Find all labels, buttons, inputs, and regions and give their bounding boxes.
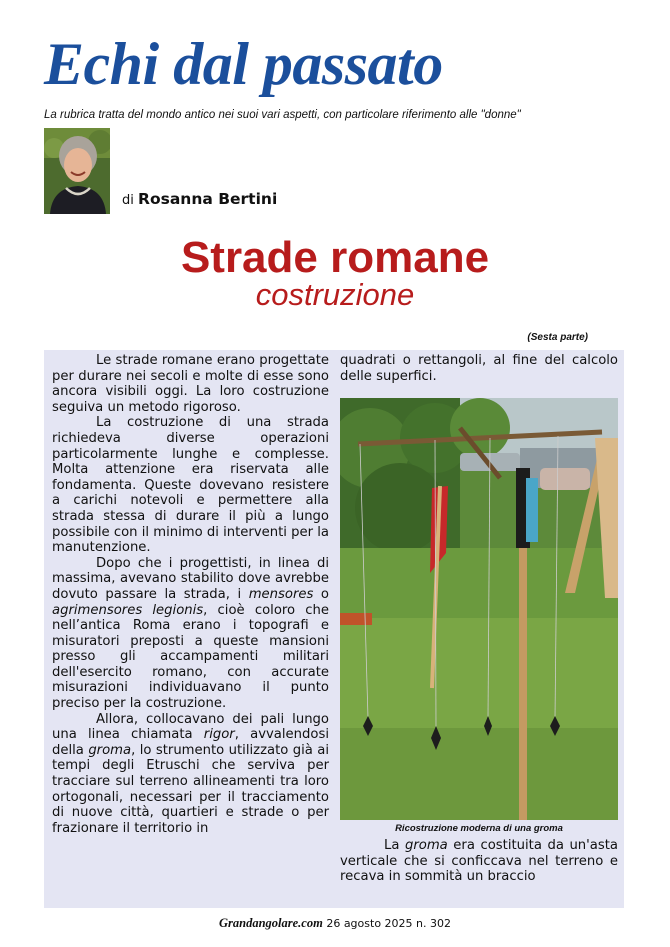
paragraph-continuation: quadrati o rettangoli, al fine del calcolo delle superfici. xyxy=(340,353,618,384)
paragraph-5: La groma era costituita da un'asta verticale che si conficcava nel terreno e recava in sommità un braccio xyxy=(340,838,618,885)
author-prefix: di xyxy=(122,193,134,208)
masthead: Echi dal passato xyxy=(44,31,443,97)
article-subtitle: costruzione xyxy=(255,277,415,312)
article-part: (Sesta parte) xyxy=(527,332,588,343)
author-line xyxy=(122,190,277,208)
right-column-bottom xyxy=(340,838,618,885)
article-title: Strade romane xyxy=(180,233,490,282)
paragraph-2: La costruzione di una strada richiedeva diverse operazioni particolarmente lunghe e complesse. Molta attenzione era riservata alle fondamenta. Queste dovevano resistere a carichi notevoli e permettere alla strada stessa di durare il più a lungo possibile con il minimo di interventi per la manutenzione. xyxy=(52,415,329,556)
author-name: Rosanna Bertini xyxy=(138,190,278,208)
author-photo xyxy=(44,128,110,214)
photo-caption: Ricostruzione moderna di una groma xyxy=(395,823,563,834)
footer xyxy=(0,916,670,931)
paragraph-3: Dopo che i progettisti, in linea di massima, avevano stabilito dove avrebbe dovuto passare la strada, i mensores o agrimensores legionis, cioè coloro che nell’antica Roma erano i topografi e misuratori preposti a queste mansioni presso gli accampamenti militari dell'esercito romano, con accurate misurazioni individuavano il punto preciso per la costruzione. xyxy=(52,555,329,712)
groma-photo xyxy=(340,398,618,820)
paragraph-4: Allora, collocavano dei pali lungo una linea chiamata rigor, avvalendosi della groma, lo strumento utilizzato già ai tempi degli Etruschi che serviva per tracciare sul terreno allineamenti tra loro ortogonali, necessari per il tracciamento di nuove città, quartieri e strade o per frazionare il territorio in xyxy=(52,711,329,836)
left-column xyxy=(52,353,329,836)
paragraph-1: Le strade romane erano progettate per durare nei secoli e molte di esse sono ancora visibili oggi. La loro costruzione seguiva un metodo rigoroso. xyxy=(52,353,329,415)
right-column-top xyxy=(340,353,618,384)
publication-name: Grandangolare.com xyxy=(219,916,323,930)
column-subtitle: La rubrica tratta del mondo antico nei suoi vari aspetti, con particolare riferimento alle "donne" xyxy=(44,109,521,121)
issue-info: 26 agosto 2025 n. 302 xyxy=(322,917,451,930)
